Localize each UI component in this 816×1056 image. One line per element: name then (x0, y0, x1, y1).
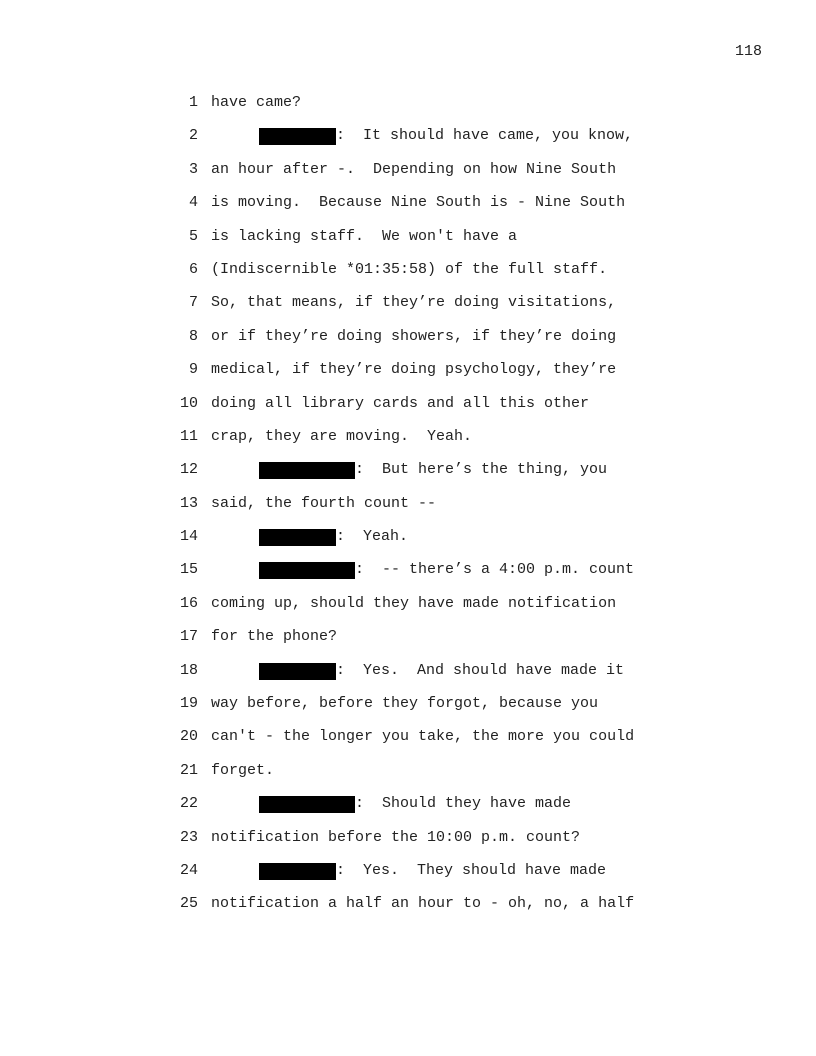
redacted-speaker-name (259, 663, 336, 680)
transcript-line (170, 595, 730, 628)
transcript-line (170, 328, 730, 361)
transcript-line (170, 528, 730, 561)
line-number: 14 (179, 528, 198, 546)
line-number: 10 (179, 394, 198, 412)
line-number: 23 (179, 828, 198, 846)
transcript-line (170, 862, 730, 895)
transcript-line (170, 695, 730, 728)
line-text: is lacking staff. We won't have a (211, 227, 518, 245)
speaker-turn (259, 561, 634, 579)
transcript-line (170, 662, 730, 695)
transcript-line (170, 628, 730, 661)
transcript-line (170, 294, 730, 327)
transcript-line (170, 561, 730, 594)
line-text: have came? (211, 94, 302, 111)
line-number: 4 (188, 194, 198, 212)
line-number: 12 (179, 461, 198, 479)
redacted-speaker-name (259, 796, 355, 813)
transcript-line (170, 127, 730, 160)
transcript-line (170, 194, 730, 227)
line-number: 15 (179, 561, 198, 579)
line-text: crap, they are moving. Yeah. (211, 427, 473, 445)
line-number: 6 (188, 260, 198, 278)
transcript-line (170, 261, 730, 294)
speaker-turn (259, 795, 571, 813)
transcript-line (170, 728, 730, 761)
line-number: 2 (188, 127, 198, 145)
transcript-line (170, 795, 730, 828)
line-text: : Yes. And should have made it (336, 661, 625, 679)
line-number: 11 (179, 427, 198, 445)
speaker-turn (259, 862, 606, 880)
redacted-speaker-name (259, 863, 336, 880)
speaker-turn (259, 528, 408, 546)
line-number: 5 (188, 227, 198, 245)
line-number: 1 (188, 94, 198, 111)
line-number: 16 (179, 594, 198, 612)
transcript-body (170, 94, 730, 929)
redacted-speaker-name (259, 462, 355, 479)
transcript-line (170, 461, 730, 494)
transcript-line (170, 395, 730, 428)
redacted-speaker-name (259, 562, 355, 579)
transcript-line (170, 762, 730, 795)
line-number: 3 (188, 160, 198, 178)
transcript-line (170, 495, 730, 528)
redacted-speaker-name (259, 529, 336, 546)
line-text: : Yes. They should have made (336, 861, 607, 879)
line-number: 20 (179, 728, 198, 746)
line-number: 25 (179, 895, 198, 913)
line-number: 7 (188, 294, 198, 312)
line-text: for the phone? (211, 628, 338, 646)
line-text: : But here’s the thing, you (355, 461, 608, 479)
line-text: (Indiscernible *01:35:58) of the full staff. (211, 260, 608, 278)
line-text: medical, if they’re doing psychology, they’re (211, 361, 617, 379)
line-text: an hour after -. Depending on how Nine South (211, 160, 617, 178)
transcript-line (170, 829, 730, 862)
line-number: 18 (179, 661, 198, 679)
line-text: doing all library cards and all this other (211, 394, 590, 412)
transcript-line (170, 361, 730, 394)
line-number: 21 (179, 761, 198, 779)
transcript-line (170, 94, 730, 127)
transcript-line (170, 161, 730, 194)
line-text: forget. (211, 761, 275, 779)
speaker-turn (259, 461, 607, 479)
line-text: or if they’re doing showers, if they’re doing (211, 327, 617, 345)
transcript-line (170, 228, 730, 261)
line-number: 13 (179, 494, 198, 512)
line-text: : -- there’s a 4:00 p.m. count (355, 561, 635, 579)
line-number: 17 (179, 628, 198, 646)
line-text: : It should have came, you know, (336, 127, 634, 145)
line-text: can't - the longer you take, the more you could (211, 728, 635, 746)
transcript-line (170, 428, 730, 461)
page-number: 118 (734, 43, 762, 60)
line-number: 24 (179, 861, 198, 879)
line-text: : Yeah. (336, 528, 409, 546)
speaker-turn (259, 127, 633, 145)
transcript-line (170, 895, 730, 928)
line-text: coming up, should they have made notification (211, 594, 617, 612)
line-text: said, the fourth count -- (211, 494, 437, 512)
line-number: 19 (179, 695, 198, 713)
line-text: is moving. Because Nine South is - Nine South (211, 194, 626, 212)
line-text: notification before the 10:00 p.m. count? (211, 828, 581, 846)
line-number: 9 (188, 361, 198, 379)
line-number: 22 (179, 795, 198, 813)
line-text: So, that means, if they’re doing visitations, (211, 294, 617, 312)
speaker-turn (259, 662, 624, 680)
line-text: : Should they have made (355, 795, 572, 813)
redacted-speaker-name (259, 128, 336, 145)
line-text: notification a half an hour to - oh, no, a half (211, 895, 635, 913)
line-number: 8 (188, 327, 198, 345)
line-text: way before, before they forgot, because you (211, 695, 599, 713)
